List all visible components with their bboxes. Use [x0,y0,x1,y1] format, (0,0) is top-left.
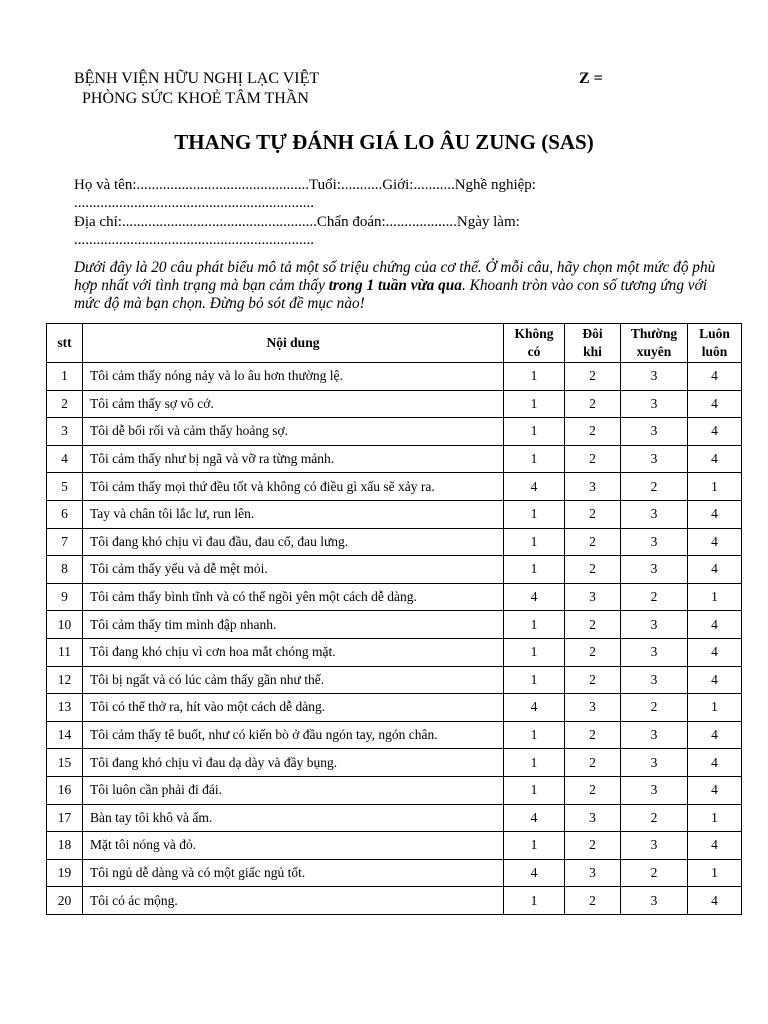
item-statement: Tôi cảm thấy bình tĩnh và có thể ngồi yên một cách dễ dàng. [83,583,504,611]
score-option-never[interactable]: 1 [504,556,565,584]
instructions-emphasis: trong 1 tuần vừa qua [328,277,462,294]
header-sometimes-line1: Đôi [582,326,603,341]
score-option-never[interactable]: 1 [504,418,565,446]
item-statement: Bàn tay tôi khô và ấm. [83,804,504,832]
item-number: 1 [47,363,83,391]
score-option-always[interactable]: 1 [688,694,742,722]
score-option-always[interactable]: 1 [688,804,742,832]
header-stt: stt [47,324,83,363]
score-option-often[interactable]: 3 [621,418,688,446]
score-option-sometimes[interactable]: 2 [565,418,621,446]
score-option-always[interactable]: 4 [688,638,742,666]
score-option-often[interactable]: 3 [621,445,688,473]
header-always-line1: Luôn [699,326,730,341]
item-number: 20 [47,887,83,915]
score-option-never[interactable]: 1 [504,666,565,694]
header-always [688,324,742,363]
score-option-often[interactable]: 3 [621,749,688,777]
score-option-sometimes[interactable]: 2 [565,832,621,860]
hospital-name: BỆNH VIỆN HỮU NGHỊ LẠC VIỆT [74,70,320,87]
score-option-sometimes[interactable]: 2 [565,445,621,473]
item-statement: Tôi đang khó chịu vì cơn hoa mắt chóng mặt. [83,638,504,666]
score-option-always[interactable]: 4 [688,666,742,694]
item-number: 14 [47,721,83,749]
sas-questionnaire-table [46,323,742,915]
header-never-line2: có [527,344,541,359]
score-option-always[interactable]: 4 [688,528,742,556]
score-option-sometimes[interactable]: 3 [565,583,621,611]
score-option-often[interactable]: 3 [621,666,688,694]
form-line-address-diagnosis-date: Địa chỉ:....................................................Chẩn đoán:...................Ngày làm: [74,214,520,230]
score-option-sometimes[interactable]: 3 [565,473,621,501]
score-option-always[interactable]: 4 [688,445,742,473]
score-option-sometimes[interactable]: 2 [565,666,621,694]
score-option-often[interactable]: 3 [621,776,688,804]
instructions [74,259,734,313]
header-never [504,324,565,363]
score-option-often[interactable]: 3 [621,832,688,860]
instructions-part1: Dưới đây là 20 câu phát biểu mô tả một số triệu chứng của cơ thể. Ở mỗi câu, hãy chọn một mức độ phù hợp nhất với tình trạng mà bạn cảm thấy [74,259,716,294]
item-number: 13 [47,694,83,722]
item-number: 16 [47,776,83,804]
table-row [47,500,742,528]
table-row [47,611,742,639]
table-row [47,749,742,777]
form-line-name-age-gender-job: Họ và tên:..............................................Tuổi:...........Giới:...........Nghề nghiệp: [74,177,536,193]
item-statement: Tôi cảm thấy tê buốt, như có kiến bò ở đầu ngón tay, ngón chân. [83,721,504,749]
header-sometimes-line2: khi [583,344,602,359]
header-sometimes [565,324,621,363]
score-option-often[interactable]: 2 [621,694,688,722]
score-option-sometimes[interactable]: 2 [565,556,621,584]
score-option-sometimes[interactable]: 2 [565,611,621,639]
score-option-often[interactable]: 3 [621,887,688,915]
form-line-date-continuation: ................................................................ [74,232,314,248]
score-option-always[interactable]: 1 [688,473,742,501]
score-option-often[interactable]: 2 [621,583,688,611]
score-option-sometimes[interactable]: 2 [565,721,621,749]
item-statement: Tôi cảm thấy yếu và dễ mệt mỏi. [83,556,504,584]
table-row [47,528,742,556]
score-option-sometimes[interactable]: 2 [565,500,621,528]
score-option-sometimes[interactable]: 2 [565,749,621,777]
score-option-always[interactable]: 4 [688,749,742,777]
score-option-always[interactable]: 4 [688,363,742,391]
header-never-line1: Không [514,326,554,341]
score-option-never[interactable]: 1 [504,445,565,473]
score-option-always[interactable]: 4 [688,832,742,860]
item-statement: Tôi cảm thấy như bị ngã và vỡ ra từng mảnh. [83,445,504,473]
table-row [47,363,742,391]
score-option-always[interactable]: 4 [688,556,742,584]
score-option-always[interactable]: 4 [688,500,742,528]
table-row [47,445,742,473]
item-statement: Tôi dễ bối rối và cảm thấy hoảng sợ. [83,418,504,446]
item-number: 15 [47,749,83,777]
item-statement: Tôi ngủ dễ dàng và có một giấc ngủ tốt. [83,859,504,887]
department-name: PHÒNG SỨC KHOẺ TÂM THẦN [82,90,309,107]
score-option-always[interactable]: 4 [688,418,742,446]
item-statement: Tôi cảm thấy nóng nảy và lo âu hơn thường lệ. [83,363,504,391]
score-option-never[interactable]: 4 [504,804,565,832]
item-number: 17 [47,804,83,832]
score-option-never[interactable]: 1 [504,611,565,639]
table-row [47,721,742,749]
score-option-never[interactable]: 1 [504,363,565,391]
score-option-sometimes[interactable]: 2 [565,528,621,556]
form-line-job-continuation: ................................................................ [74,195,314,211]
score-option-often[interactable]: 3 [621,390,688,418]
score-option-sometimes[interactable]: 2 [565,776,621,804]
item-statement: Tôi luôn cần phải đi đái. [83,776,504,804]
score-option-often[interactable]: 3 [621,556,688,584]
score-option-often[interactable]: 2 [621,473,688,501]
table-row [47,776,742,804]
item-statement: Tôi đang khó chịu vì đau dạ dày và đầy bụng. [83,749,504,777]
item-number: 6 [47,500,83,528]
header-always-line2: luôn [701,344,728,359]
item-statement: Mặt tôi nóng và đỏ. [83,832,504,860]
table-row [47,859,742,887]
table-row [47,804,742,832]
score-option-always[interactable]: 1 [688,859,742,887]
score-option-never[interactable]: 1 [504,749,565,777]
table-row [47,832,742,860]
score-option-often[interactable]: 2 [621,859,688,887]
score-option-never[interactable]: 1 [504,832,565,860]
item-number: 19 [47,859,83,887]
score-option-never[interactable]: 1 [504,887,565,915]
table-row [47,666,742,694]
score-option-often[interactable]: 3 [621,638,688,666]
table-row [47,638,742,666]
score-option-never[interactable]: 1 [504,500,565,528]
item-statement: Tôi đang khó chịu vì đau đầu, đau cổ, đau lưng. [83,528,504,556]
score-option-always[interactable]: 4 [688,611,742,639]
z-score-label: Z = [579,70,603,87]
score-option-sometimes[interactable]: 2 [565,363,621,391]
score-option-never[interactable]: 1 [504,528,565,556]
table-row [47,694,742,722]
score-option-often[interactable]: 2 [621,804,688,832]
item-statement: Tôi cảm thấy tim mình đập nhanh. [83,611,504,639]
score-option-often[interactable]: 3 [621,721,688,749]
item-statement: Tôi có thể thở ra, hít vào một cách dễ dàng. [83,694,504,722]
item-number: 5 [47,473,83,501]
score-option-sometimes[interactable]: 2 [565,638,621,666]
score-option-sometimes[interactable]: 3 [565,694,621,722]
item-statement: Tay và chân tôi lắc lư, run lên. [83,500,504,528]
score-option-sometimes[interactable]: 3 [565,804,621,832]
item-number: 3 [47,418,83,446]
table-row [47,556,742,584]
score-option-always[interactable]: 4 [688,776,742,804]
score-option-never[interactable]: 4 [504,473,565,501]
score-option-sometimes[interactable]: 2 [565,887,621,915]
item-statement: Tôi cảm thấy mọi thứ đều tốt và không có điều gì xấu sẽ xảy ra. [83,473,504,501]
item-number: 11 [47,638,83,666]
table-row [47,418,742,446]
header-content: Nội dung [83,324,504,363]
table-row [47,583,742,611]
item-statement: Tôi cảm thấy sợ vô cớ. [83,390,504,418]
table-row [47,390,742,418]
page-title: THANG TỰ ĐÁNH GIÁ LO ÂU ZUNG (SAS) [174,130,594,154]
table-header-row [47,324,742,363]
item-statement: Tôi có ác mộng. [83,887,504,915]
header-often [621,324,688,363]
score-option-never[interactable]: 1 [504,638,565,666]
item-number: 12 [47,666,83,694]
score-option-always[interactable]: 4 [688,887,742,915]
score-option-never[interactable]: 4 [504,694,565,722]
item-number: 8 [47,556,83,584]
item-number: 7 [47,528,83,556]
score-option-often[interactable]: 3 [621,363,688,391]
score-option-never[interactable]: 4 [504,859,565,887]
instructions-part2: . Khoanh tròn vào con số tương ứng với mức độ mà bạn chọn. Đừng bỏ sót đề mục nào! [74,277,708,312]
score-option-sometimes[interactable]: 2 [565,390,621,418]
header-often-line1: Thường [630,326,678,341]
score-option-never[interactable]: 1 [504,776,565,804]
header-often-line2: xuyên [636,344,672,359]
score-option-sometimes[interactable]: 3 [565,859,621,887]
item-number: 2 [47,390,83,418]
score-option-always[interactable]: 4 [688,721,742,749]
score-option-often[interactable]: 3 [621,500,688,528]
table-row [47,887,742,915]
item-statement: Tôi bị ngất và có lúc cảm thấy gần như thế. [83,666,504,694]
score-option-never[interactable]: 1 [504,721,565,749]
item-number: 18 [47,832,83,860]
score-option-often[interactable]: 3 [621,611,688,639]
score-option-never[interactable]: 4 [504,583,565,611]
item-number: 10 [47,611,83,639]
score-option-never[interactable]: 1 [504,390,565,418]
item-number: 4 [47,445,83,473]
table-row [47,473,742,501]
item-number: 9 [47,583,83,611]
score-option-always[interactable]: 4 [688,390,742,418]
score-option-always[interactable]: 1 [688,583,742,611]
score-option-often[interactable]: 3 [621,528,688,556]
